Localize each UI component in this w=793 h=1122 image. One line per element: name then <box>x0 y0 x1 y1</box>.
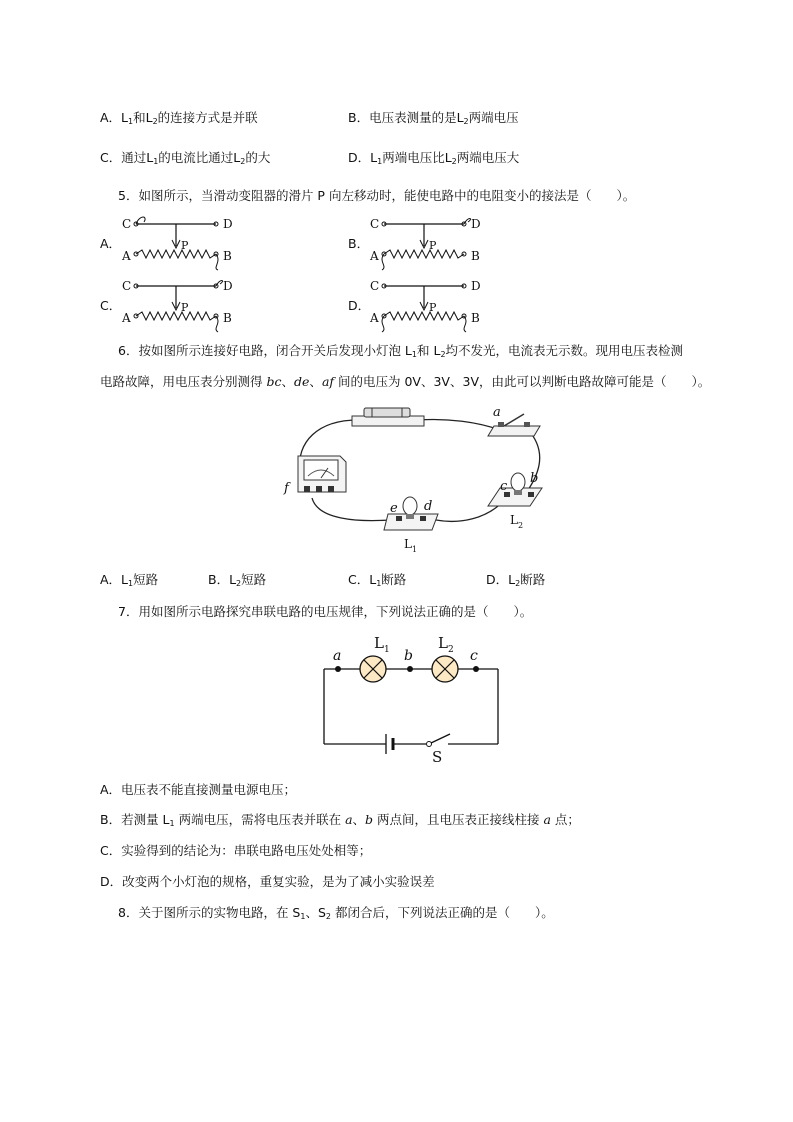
battery-symbol <box>386 734 393 754</box>
svg-text:P: P <box>181 239 189 252</box>
q4-option-a: A．$L_1$和$L_2$的连接方式是并联 <box>100 110 258 126</box>
q4-option-b: B．电压表测量的是$L_2$两端电压 <box>348 110 519 126</box>
q7-stem: 7．用如图所示电路探究串联电路的电压规律，下列说法正确的是（ ）。 <box>118 604 533 619</box>
rheostat-diagram-d <box>368 274 488 334</box>
q7-option-c: C．实验得到的结论为：串联电路电压处处相等； <box>100 843 372 858</box>
svg-text:A: A <box>370 311 379 325</box>
q8-stem: 8．关于图所示的实物电路，在 $S_1$、$S_2$ 都闭合后，下列说法正确的是（ ）。 <box>118 905 554 921</box>
node-a <box>335 666 341 672</box>
svg-text:D: D <box>223 279 233 293</box>
q4-option-c: C．通过$L_1$的电流比通过$L_2$的大 <box>100 150 271 166</box>
svg-text:S: S <box>432 748 443 766</box>
svg-text:d: d <box>424 499 433 514</box>
rheostat-diagram-c <box>120 274 240 334</box>
svg-text:C: C <box>122 217 132 231</box>
svg-text:L: L <box>438 634 448 652</box>
svg-text:e: e <box>390 501 398 516</box>
q6-circuit-figure <box>278 402 548 562</box>
node-c <box>473 666 479 672</box>
q4-option-d: D．$L_1$两端电压比$L_2$两端电压大 <box>348 150 520 166</box>
svg-text:C: C <box>370 279 380 293</box>
svg-text:a: a <box>493 405 501 420</box>
svg-text:D: D <box>471 217 481 231</box>
svg-text:L: L <box>374 634 384 652</box>
svg-text:A: A <box>370 249 379 263</box>
q6-option-c: C．$L_1$断路 <box>348 572 407 588</box>
svg-text:f: f <box>284 481 289 496</box>
battery-box <box>352 408 424 426</box>
svg-text:1: 1 <box>412 545 418 554</box>
q5-option-b-label: B． <box>348 236 370 251</box>
svg-text:P: P <box>429 301 437 314</box>
q6-stem-line1: 6．按如图所示连接好电路，闭合开关后发现小灯泡 $L_1$和 $L_2$均不发光，电流表无示数。现用电压表检测 <box>118 343 684 359</box>
q6-stem-line2: 电路故障，用电压表分别测得 bc、de、af 间的电压为 0V、3V、3V，由此可以判断电路故障可能是（ ）。 <box>100 374 711 389</box>
rheostat-diagram-a <box>120 212 240 272</box>
svg-text:L: L <box>510 513 518 527</box>
svg-text:1: 1 <box>384 645 390 655</box>
q7-option-a: A．电压表不能直接测量电源电压； <box>100 782 297 797</box>
svg-text:P: P <box>181 301 189 314</box>
svg-text:C: C <box>370 217 380 231</box>
svg-text:2: 2 <box>518 521 524 530</box>
svg-text:B: B <box>471 249 480 263</box>
q6-option-a: A．$L_1$短路 <box>100 572 159 588</box>
svg-text:B: B <box>223 249 232 263</box>
svg-text:A: A <box>122 249 131 263</box>
q7-option-d: D．改变两个小灯泡的规格，重复实验，是为了减小实验误差 <box>100 874 435 889</box>
q5-stem: 5．如图所示，当滑动变阻器的滑片 P 向左移动时，能使电路中的电阻变小的接法是（ ）。 <box>118 188 636 203</box>
svg-text:C: C <box>122 279 132 293</box>
svg-text:2: 2 <box>448 645 454 655</box>
svg-text:L: L <box>404 537 412 551</box>
svg-text:A: A <box>122 311 131 325</box>
q6-option-d: D．$L_2$断路 <box>486 572 546 588</box>
ammeter <box>298 456 346 492</box>
svg-text:c: c <box>470 648 478 664</box>
q5-option-c-label: C． <box>100 298 122 313</box>
svg-text:D: D <box>471 279 481 293</box>
q5-option-d-label: D． <box>348 298 371 313</box>
svg-text:B: B <box>223 311 232 325</box>
q5-option-a-label: A． <box>100 236 122 251</box>
svg-text:a: a <box>333 648 342 664</box>
switch-symbol <box>427 734 451 747</box>
svg-text:D: D <box>223 217 233 231</box>
lamp-l2-symbol <box>432 656 458 682</box>
q7-option-b: B．若测量 $L_1$ 两端电压，需将电压表并联在 a、b 两点间，且电压表正接线柱接 a 点； <box>100 812 580 828</box>
node-b <box>407 666 413 672</box>
svg-text:B: B <box>471 311 480 325</box>
lamp-l1-symbol <box>360 656 386 682</box>
q7-circuit-diagram <box>318 628 508 768</box>
svg-text:b: b <box>404 648 413 664</box>
svg-text:c: c <box>500 479 508 494</box>
svg-text:P: P <box>429 239 437 252</box>
q6-option-b: B．$L_2$短路 <box>208 572 267 588</box>
svg-text:b: b <box>530 471 539 486</box>
rheostat-diagram-b <box>368 212 488 272</box>
